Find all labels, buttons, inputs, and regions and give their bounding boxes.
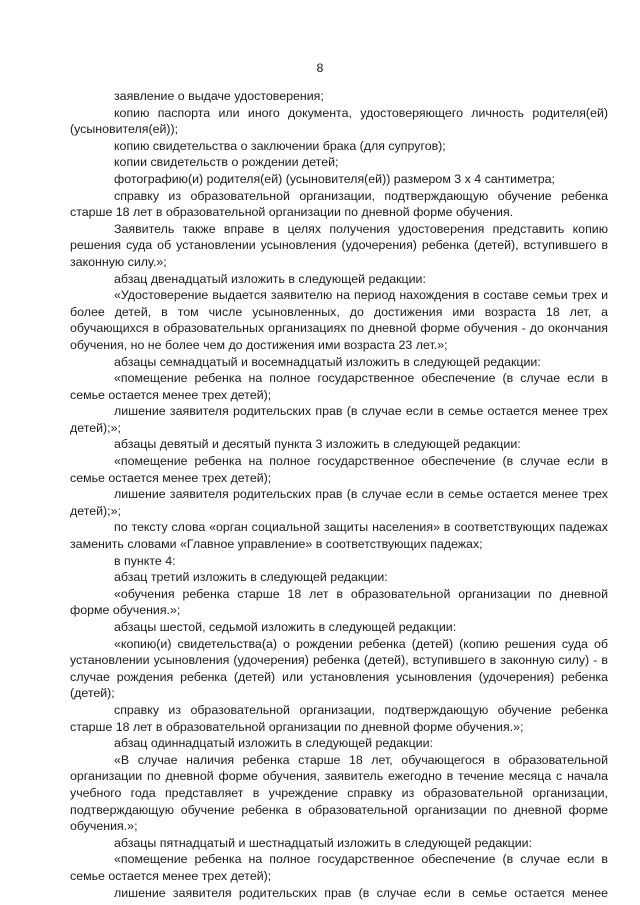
paragraph: «В случае наличия ребенка старше 18 лет, обучающегося в образовательной организации по дневной форме обучения, заявитель ежегодно в течение месяца с начала учебного года представляет в учреждение справку из образовательной организации, подтверждающую обучение ребенка в образовательной организации по дневной форме обучения.»; bbox=[70, 752, 608, 834]
document-body bbox=[70, 88, 608, 901]
paragraph: фотографию(и) родителя(ей) (усыновителя(ей)) размером 3 х 4 сантиметра; bbox=[114, 171, 556, 186]
paragraph: «помещение ребенка на полное государственное обеспечение (в случае если в семье остается менее трех детей); bbox=[70, 371, 608, 402]
paragraph: абзац одиннадцатый изложить в следующей редакции: bbox=[114, 736, 433, 751]
paragraph: «копию(и) свидетельства(а) о рождении ребенка (детей) (копию решения суда об установлении усыновления (удочерения) ребенка (детей), вступившего в законную силу) - в случае рождения ребенка (детей) или установления усыновления (удочерения) ребенка (детей); bbox=[70, 636, 608, 701]
paragraph: лишение заявителя родительских прав (в случае если в семье остается менее трех детей);»; bbox=[70, 487, 608, 518]
paragraph: абзацы семнадцатый и восемнадцатый изложить в следующей редакции: bbox=[114, 354, 541, 369]
paragraph: копии свидетельств о рождении детей; bbox=[114, 155, 339, 170]
paragraph: абзацы пятнадцатый и шестнадцатый изложить в следующей редакции: bbox=[114, 835, 533, 850]
paragraph: «обучения ребенка старше 18 лет в образовательной организации по дневной форме обучения.»; bbox=[70, 586, 608, 618]
paragraph: справку из образовательной организации, подтверждающую обучение ребенка старше 18 лет в образовательной организации по дневной форме обучения. bbox=[70, 188, 608, 220]
paragraph: абзац третий изложить в следующей редакции: bbox=[114, 570, 388, 585]
paragraph: лишение заявителя родительских прав (в случае если в семье остается менее трех детей);»; bbox=[70, 404, 608, 435]
paragraph: копию свидетельства о заключении брака (для супругов); bbox=[114, 138, 446, 153]
paragraph: «помещение ребенка на полное государственное обеспечение (в случае если в семье остается менее трех детей); bbox=[70, 852, 608, 883]
paragraph: Заявитель также вправе в целях получения удостоверения представить копию решения суда об установлении усыновления (удочерения) ребенка (детей), вступившего в законную силу.»; bbox=[70, 221, 608, 269]
paragraph: в пункте 4: bbox=[114, 553, 176, 568]
paragraph: копию паспорта или иного документа, удостоверяющего личность родителя(ей) (усыновителя(ей)); bbox=[70, 105, 608, 137]
paragraph: заявление о выдаче удостоверения; bbox=[114, 89, 324, 103]
paragraph: абзацы девятый и десятый пункта 3 изложить в следующей редакции: bbox=[114, 437, 521, 452]
page-number: 8 bbox=[316, 61, 324, 75]
paragraph: абзацы шестой, седьмой изложить в следующей редакции: bbox=[114, 620, 457, 634]
paragraph: лишение заявителя родительских прав (в случае если в семье остается менее bbox=[114, 885, 608, 900]
paragraph: абзац двенадцатый изложить в следующей редакции: bbox=[114, 271, 426, 286]
paragraph: «помещение ребенка на полное государственное обеспечение (в случае если в семье остается менее трех детей); bbox=[70, 454, 608, 485]
paragraph: по тексту слова «орган социальной защиты населения» в соответствующих падежах заменить словами «Главное управление» в соответствующих падежах; bbox=[70, 520, 608, 552]
paragraph: «Удостоверение выдается заявителю на период нахождения в составе семьи трех и более детей, в том числе усыновленных, до достижения ими возраста 18 лет, а обучающихся в образовательных организациях по дневной форме обучения - до окончания обучения, но не более чем до достижения ими возраста 23 лет.»; bbox=[70, 288, 608, 352]
paragraph: справку из образовательной организации, подтверждающую обучение ребенка старше 18 лет в образовательной организации по дневной форме обучения.»; bbox=[70, 702, 608, 734]
